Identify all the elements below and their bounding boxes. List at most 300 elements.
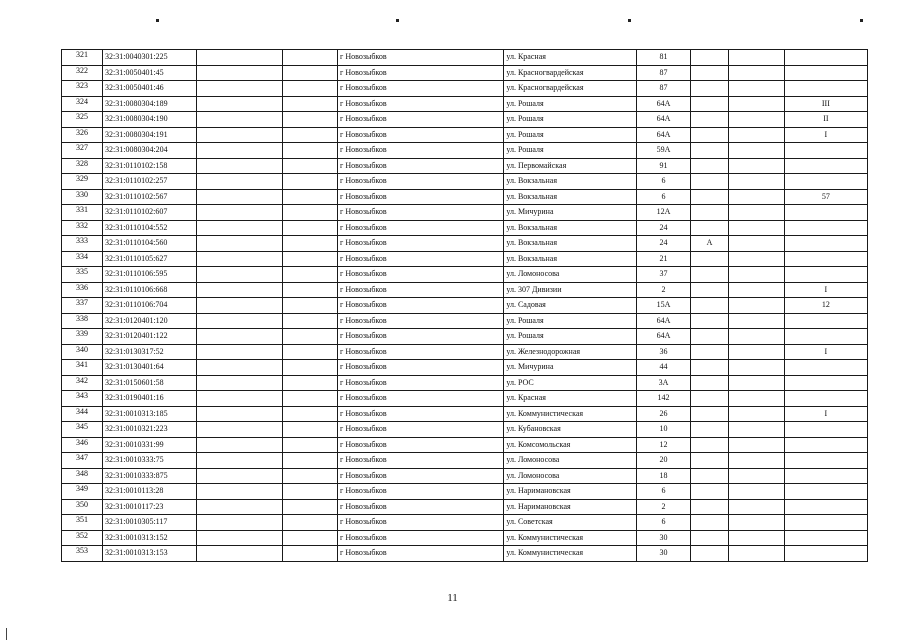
table-row (62, 391, 868, 407)
house-number-cell: 24 (637, 236, 690, 252)
cadastral-number: 32:31:0080304:189 (103, 96, 197, 112)
empty-cell (197, 127, 282, 143)
empty-cell (197, 96, 282, 112)
cadastral-number: 32:31:0130317:52 (103, 344, 197, 360)
street-cell: ул. Рошаля (504, 313, 637, 329)
empty-cell (282, 174, 337, 190)
row-number: 344 (62, 406, 103, 422)
flat-cell (729, 267, 784, 283)
house-number-cell: 18 (637, 468, 690, 484)
city-cell: г Новозыбков (338, 515, 504, 531)
house-number-cell: 10 (637, 422, 690, 438)
street-cell: ул. Кубановская (504, 422, 637, 438)
house-number-cell: 12А (637, 205, 690, 221)
table-row (62, 112, 868, 128)
house-number-cell: 12 (637, 437, 690, 453)
cadastral-number: 32:31:0010333:75 (103, 453, 197, 469)
house-number-cell: 6 (637, 484, 690, 500)
empty-cell (282, 313, 337, 329)
room-cell: II (784, 112, 867, 128)
empty-cell (282, 282, 337, 298)
street-cell: ул. Комсомольская (504, 437, 637, 453)
row-number: 331 (62, 205, 103, 221)
letter-cell (690, 360, 729, 376)
street-cell: ул. Рошаля (504, 329, 637, 345)
city-cell: г Новозыбков (338, 127, 504, 143)
room-cell: I (784, 282, 867, 298)
house-number-cell: 30 (637, 530, 690, 546)
scan-dot (396, 19, 399, 22)
table-row (62, 143, 868, 159)
table-row (62, 484, 868, 500)
cadastral-number: 32:31:0110102:257 (103, 174, 197, 190)
room-cell (784, 422, 867, 438)
house-number-cell: 87 (637, 81, 690, 97)
empty-cell (197, 453, 282, 469)
flat-cell (729, 329, 784, 345)
letter-cell (690, 453, 729, 469)
letter-cell (690, 391, 729, 407)
empty-cell (197, 220, 282, 236)
city-cell: г Новозыбков (338, 251, 504, 267)
row-number: 324 (62, 96, 103, 112)
table-row (62, 468, 868, 484)
row-number: 339 (62, 329, 103, 345)
table-row (62, 81, 868, 97)
row-number: 341 (62, 360, 103, 376)
table-row (62, 422, 868, 438)
city-cell: г Новозыбков (338, 344, 504, 360)
cadastral-number: 32:31:0010331:99 (103, 437, 197, 453)
empty-cell (282, 499, 337, 515)
letter-cell (690, 96, 729, 112)
street-cell: ул. Коммунистическая (504, 530, 637, 546)
cadastral-number: 32:31:0110102:567 (103, 189, 197, 205)
letter-cell (690, 220, 729, 236)
empty-cell (197, 375, 282, 391)
table-row (62, 329, 868, 345)
empty-cell (282, 205, 337, 221)
flat-cell (729, 468, 784, 484)
cadastral-number: 32:31:0010117:23 (103, 499, 197, 515)
city-cell: г Новозыбков (338, 50, 504, 66)
table-row (62, 499, 868, 515)
letter-cell (690, 205, 729, 221)
letter-cell (690, 406, 729, 422)
letter-cell (690, 313, 729, 329)
table-row (62, 236, 868, 252)
row-number: 336 (62, 282, 103, 298)
street-cell: ул. Железнодорожная (504, 344, 637, 360)
house-number-cell: 2 (637, 499, 690, 515)
empty-cell (197, 484, 282, 500)
letter-cell (690, 251, 729, 267)
property-registry-table (61, 49, 868, 562)
letter-cell (690, 422, 729, 438)
flat-cell (729, 158, 784, 174)
street-cell: ул. Вокзальная (504, 251, 637, 267)
flat-cell (729, 360, 784, 376)
house-number-cell: 142 (637, 391, 690, 407)
table-row (62, 127, 868, 143)
house-number-cell: 64А (637, 313, 690, 329)
street-cell: ул. Первомайская (504, 158, 637, 174)
city-cell: г Новозыбков (338, 282, 504, 298)
city-cell: г Новозыбков (338, 81, 504, 97)
room-cell (784, 267, 867, 283)
row-number: 352 (62, 530, 103, 546)
empty-cell (282, 391, 337, 407)
table-row (62, 220, 868, 236)
row-number: 325 (62, 112, 103, 128)
letter-cell (690, 189, 729, 205)
room-cell (784, 143, 867, 159)
table-row (62, 251, 868, 267)
house-number-cell: 64А (637, 112, 690, 128)
city-cell: г Новозыбков (338, 158, 504, 174)
street-cell: ул. Наримановская (504, 484, 637, 500)
flat-cell (729, 127, 784, 143)
letter-cell (690, 158, 729, 174)
table-row (62, 96, 868, 112)
row-number: 347 (62, 453, 103, 469)
cadastral-number: 32:31:0110106:668 (103, 282, 197, 298)
house-number-cell: 91 (637, 158, 690, 174)
scan-edge-mark (6, 628, 7, 640)
city-cell: г Новозыбков (338, 468, 504, 484)
flat-cell (729, 530, 784, 546)
house-number-cell: 81 (637, 50, 690, 66)
flat-cell (729, 484, 784, 500)
empty-cell (197, 65, 282, 81)
row-number: 351 (62, 515, 103, 531)
street-cell: ул. Садовая (504, 298, 637, 314)
flat-cell (729, 375, 784, 391)
empty-cell (197, 360, 282, 376)
street-cell: ул. РОС (504, 375, 637, 391)
empty-cell (282, 375, 337, 391)
city-cell: г Новозыбков (338, 112, 504, 128)
scan-dot (860, 19, 863, 22)
table-row (62, 530, 868, 546)
room-cell (784, 158, 867, 174)
empty-cell (282, 515, 337, 531)
scan-dot (156, 19, 159, 22)
flat-cell (729, 298, 784, 314)
table-row (62, 437, 868, 453)
scan-dot (628, 19, 631, 22)
street-cell: ул. Коммунистическая (504, 406, 637, 422)
cadastral-number: 32:31:0080304:204 (103, 143, 197, 159)
table-row (62, 360, 868, 376)
city-cell: г Новозыбков (338, 329, 504, 345)
empty-cell (282, 251, 337, 267)
street-cell: ул. Вокзальная (504, 220, 637, 236)
table-row (62, 267, 868, 283)
room-cell (784, 437, 867, 453)
street-cell: ул. Советская (504, 515, 637, 531)
street-cell: ул. Ломоносова (504, 468, 637, 484)
flat-cell (729, 546, 784, 562)
row-number: 342 (62, 375, 103, 391)
room-cell (784, 360, 867, 376)
cadastral-number: 32:31:0110106:595 (103, 267, 197, 283)
cadastral-number: 32:31:0010305:117 (103, 515, 197, 531)
empty-cell (197, 499, 282, 515)
room-cell (784, 530, 867, 546)
table-row (62, 174, 868, 190)
letter-cell (690, 546, 729, 562)
empty-cell (282, 50, 337, 66)
empty-cell (197, 174, 282, 190)
empty-cell (197, 530, 282, 546)
cadastral-number: 32:31:0190401:16 (103, 391, 197, 407)
empty-cell (282, 468, 337, 484)
row-number: 323 (62, 81, 103, 97)
cadastral-number: 32:31:0010333:875 (103, 468, 197, 484)
flat-cell (729, 422, 784, 438)
flat-cell (729, 453, 784, 469)
table-row (62, 375, 868, 391)
letter-cell (690, 112, 729, 128)
letter-cell: А (690, 236, 729, 252)
room-cell: 12 (784, 298, 867, 314)
row-number: 333 (62, 236, 103, 252)
empty-cell (282, 236, 337, 252)
cadastral-number: 32:31:0010313:153 (103, 546, 197, 562)
cadastral-number: 32:31:0080304:191 (103, 127, 197, 143)
table-row (62, 546, 868, 562)
room-cell (784, 375, 867, 391)
city-cell: г Новозыбков (338, 298, 504, 314)
street-cell: ул. Вокзальная (504, 189, 637, 205)
cadastral-number: 32:31:0130401:64 (103, 360, 197, 376)
row-number: 321 (62, 50, 103, 66)
cadastral-number: 32:31:0110102:607 (103, 205, 197, 221)
street-cell: ул. 307 Дивизии (504, 282, 637, 298)
flat-cell (729, 515, 784, 531)
empty-cell (197, 205, 282, 221)
city-cell: г Новозыбков (338, 220, 504, 236)
empty-cell (282, 329, 337, 345)
empty-cell (197, 406, 282, 422)
empty-cell (282, 453, 337, 469)
letter-cell (690, 267, 729, 283)
empty-cell (197, 158, 282, 174)
empty-cell (282, 422, 337, 438)
flat-cell (729, 220, 784, 236)
city-cell: г Новозыбков (338, 360, 504, 376)
house-number-cell: 30 (637, 546, 690, 562)
empty-cell (282, 437, 337, 453)
letter-cell (690, 515, 729, 531)
room-cell: I (784, 127, 867, 143)
empty-cell (197, 422, 282, 438)
letter-cell (690, 530, 729, 546)
empty-cell (282, 298, 337, 314)
letter-cell (690, 344, 729, 360)
table-row (62, 313, 868, 329)
flat-cell (729, 391, 784, 407)
empty-cell (282, 189, 337, 205)
street-cell: ул. Рошаля (504, 96, 637, 112)
table-row (62, 453, 868, 469)
room-cell (784, 236, 867, 252)
empty-cell (282, 81, 337, 97)
room-cell (784, 205, 867, 221)
table-row (62, 344, 868, 360)
street-cell: ул. Рошаля (504, 112, 637, 128)
house-number-cell: 37 (637, 267, 690, 283)
city-cell: г Новозыбков (338, 530, 504, 546)
cadastral-number: 32:31:0110104:560 (103, 236, 197, 252)
table-row (62, 205, 868, 221)
city-cell: г Новозыбков (338, 174, 504, 190)
empty-cell (197, 236, 282, 252)
city-cell: г Новозыбков (338, 406, 504, 422)
cadastral-number: 32:31:0080304:190 (103, 112, 197, 128)
table-row (62, 298, 868, 314)
city-cell: г Новозыбков (338, 375, 504, 391)
room-cell (784, 313, 867, 329)
house-number-cell: 87 (637, 65, 690, 81)
city-cell: г Новозыбков (338, 189, 504, 205)
room-cell: 57 (784, 189, 867, 205)
house-number-cell: 2 (637, 282, 690, 298)
cadastral-number: 32:31:0110102:158 (103, 158, 197, 174)
house-number-cell: 6 (637, 174, 690, 190)
room-cell (784, 65, 867, 81)
room-cell (784, 174, 867, 190)
cadastral-number: 32:31:0150601:58 (103, 375, 197, 391)
row-number: 348 (62, 468, 103, 484)
row-number: 343 (62, 391, 103, 407)
cadastral-number: 32:31:0010113:28 (103, 484, 197, 500)
row-number: 340 (62, 344, 103, 360)
empty-cell (282, 344, 337, 360)
flat-cell (729, 81, 784, 97)
room-cell (784, 391, 867, 407)
row-number: 338 (62, 313, 103, 329)
table-row (62, 189, 868, 205)
room-cell: III (784, 96, 867, 112)
house-number-cell: 20 (637, 453, 690, 469)
cadastral-number: 32:31:0010313:152 (103, 530, 197, 546)
letter-cell (690, 499, 729, 515)
house-number-cell: 26 (637, 406, 690, 422)
flat-cell (729, 50, 784, 66)
letter-cell (690, 329, 729, 345)
letter-cell (690, 298, 729, 314)
street-cell: ул. Вокзальная (504, 236, 637, 252)
table-row (62, 515, 868, 531)
row-number: 350 (62, 499, 103, 515)
house-number-cell: 64А (637, 96, 690, 112)
cadastral-number: 32:31:0110104:552 (103, 220, 197, 236)
empty-cell (197, 267, 282, 283)
street-cell: ул. Вокзальная (504, 174, 637, 190)
letter-cell (690, 127, 729, 143)
street-cell: ул. Коммунистическая (504, 546, 637, 562)
room-cell: I (784, 406, 867, 422)
letter-cell (690, 282, 729, 298)
row-number: 349 (62, 484, 103, 500)
street-cell: ул. Красногвардейская (504, 81, 637, 97)
cadastral-number: 32:31:0120401:122 (103, 329, 197, 345)
empty-cell (197, 437, 282, 453)
empty-cell (197, 189, 282, 205)
house-number-cell: 24 (637, 220, 690, 236)
flat-cell (729, 313, 784, 329)
house-number-cell: 6 (637, 189, 690, 205)
house-number-cell: 64А (637, 329, 690, 345)
empty-cell (197, 344, 282, 360)
row-number: 332 (62, 220, 103, 236)
cadastral-number: 32:31:0010313:185 (103, 406, 197, 422)
row-number: 337 (62, 298, 103, 314)
room-cell: I (784, 344, 867, 360)
cadastral-number: 32:31:0040301:225 (103, 50, 197, 66)
room-cell (784, 329, 867, 345)
city-cell: г Новозыбков (338, 65, 504, 81)
empty-cell (282, 96, 337, 112)
table-row (62, 406, 868, 422)
table-row (62, 65, 868, 81)
flat-cell (729, 406, 784, 422)
house-number-cell: 3А (637, 375, 690, 391)
row-number: 345 (62, 422, 103, 438)
flat-cell (729, 205, 784, 221)
empty-cell (282, 112, 337, 128)
empty-cell (197, 329, 282, 345)
street-cell: ул. Ломоносова (504, 267, 637, 283)
city-cell: г Новозыбков (338, 313, 504, 329)
house-number-cell: 21 (637, 251, 690, 267)
room-cell (784, 515, 867, 531)
city-cell: г Новозыбков (338, 484, 504, 500)
flat-cell (729, 143, 784, 159)
empty-cell (197, 313, 282, 329)
row-number: 346 (62, 437, 103, 453)
page-number: 11 (447, 592, 458, 604)
street-cell: ул. Мичурина (504, 360, 637, 376)
street-cell: ул. Наримановская (504, 499, 637, 515)
room-cell (784, 468, 867, 484)
row-number: 329 (62, 174, 103, 190)
empty-cell (197, 81, 282, 97)
letter-cell (690, 375, 729, 391)
row-number: 326 (62, 127, 103, 143)
empty-cell (197, 298, 282, 314)
empty-cell (197, 50, 282, 66)
flat-cell (729, 344, 784, 360)
table-row (62, 282, 868, 298)
letter-cell (690, 50, 729, 66)
row-number: 330 (62, 189, 103, 205)
table-row (62, 158, 868, 174)
row-number: 322 (62, 65, 103, 81)
empty-cell (197, 251, 282, 267)
street-cell: ул. Мичурина (504, 205, 637, 221)
flat-cell (729, 251, 784, 267)
empty-cell (282, 267, 337, 283)
empty-cell (282, 546, 337, 562)
street-cell: ул. Красная (504, 391, 637, 407)
city-cell: г Новозыбков (338, 546, 504, 562)
row-number: 327 (62, 143, 103, 159)
letter-cell (690, 65, 729, 81)
letter-cell (690, 174, 729, 190)
